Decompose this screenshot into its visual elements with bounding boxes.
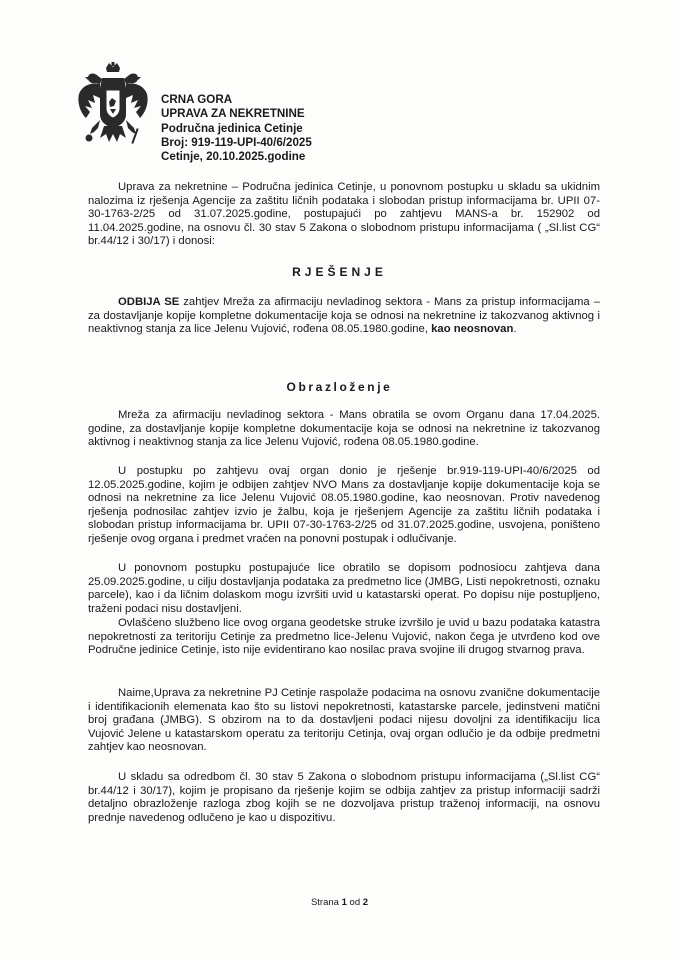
page-current: 1 [341,897,347,908]
decision-heading: RJEŠENJE [292,265,387,279]
authority-header [161,93,312,164]
page-footer [0,897,679,908]
decision-lead: ODBIJA SE [118,296,180,308]
reasoning-paragraph: U postupku po zahtjevu ovaj organ donio je rješenje br.919-119-UPI-40/6/2025 od 12.05.2025.godine, kojim je odbijen zahtjev NVO Mans za dostavljanje kopije dokumentacije koja se odnosi na nekretnine za lice Jelenu Vujović 08.05.1980.godine, kao neosnovan. Protiv navedenog rješenja podnosilac zahtjev izvio je žalbu, koja je rješenjem Agencije za zaštitu ličnih podataka i slobodan pristup informacijama br. UPII 07-30-1763-2/25 od 31.07.2025.godine, usvojena, poništeno rješenje ovog organa i predmet vraćen na ponovni postupak i odlučivanje. [88,465,600,545]
decision-period: . [513,323,517,335]
document-number: Broj: 919-119-UPI-40/6/2025 [161,135,312,149]
decision-ending: kao neosnovan [431,323,514,335]
page-middle: od [346,897,363,908]
country-name: CRNA GORA [161,93,233,106]
page-prefix: Strana [310,897,342,908]
reasoning-heading: Obrazloženje [286,380,393,394]
reasoning-paragraph: Mreža za afirmaciju nevladinog sektora - Mans obratila se ovom Organu dana 17.04.2025. godine, za dostavljanje kopije kompletne dokumentacije koja se odnosi na nekretnine iz takozvanog aktivnog i neaktivnog stanja za lice Jelenu Vujović, rođena 08.05.1980.godine. [88,409,600,448]
reasoning-paragraph: Naime,Uprava za nekretnine PJ Cetinje raspolaže podacima na osnovu zvanične dokumentacije i identifikacionih elemenata kao što su listovi nepokretnosti, katastarske parcele, jedinstveni matični broj građana (JMBG). S obzirom na to da dostavljeni podaci nijesu dovoljni za identifikaciju lica Vujović Jelene u katastarskom operatu za teritoriju Cetinja, ovaj organ odlučio je da odbije predmetni zahtjev kao neosnovan. [88,687,600,753]
page-total: 2 [362,897,369,908]
reasoning-paragraph: U skladu sa odredbom čl. 30 stav 5 Zakona o slobodnom pristupu informacijama („Sl.list CG“ br.44/12 i 30/17), kojim je propisano da rješenje kojim se odbija zahtjev za pristup informaciji sadrži detaljno obrazloženje razloga zbog kojih se ne dozvoljava pristup traženoj informaciji, na osnovu prednje navedenog odlučeno je kao u dispozitivu. [88,771,600,824]
reasoning-paragraph: U ponovnom postupku postupajuće lice obratilo se dopisom podnosiocu zahtjeva dana 25.09.2025.godine, u cilju dostavljanja podataka za predmetno lice (JMBG, Listi nepokretnosti, oznaku parcele), kao i da ličnim dolaskom mogu izvršiti uvid u katastarski operat. Po dopisu nije postupljeno, traženi podaci nisu dostavljeni. [88,562,600,615]
decision-paragraph [88,296,600,337]
unit-name: Područna jedinica Cetinje [161,121,303,135]
reasoning-paragraph: Ovlašćeno službeno lice ovog organa geodetske struke izvršilo je uvid u bazu podataka katastra nepokretnosti za teritoriju Cetinje za predmetno lice-Jelenu Vujović, nakon čega je utvrđeno kod ove Područne jedinice Cetinje, isto nije evidentirano kao nosilac prava svojine ili drugog stvarnog prava. [88,617,600,656]
decision-text: zahtjev Mreža za afirmaciju nevladinog sektora - Mans za pristup informacijama – za dostavljanje kopije kompletne dokumentacije koja se odnosi na nekretnine iz takozvanog aktivnog i neaktivnog stanja za lice Jelenu Vujović, rođena 08.05.1980.godine, [88,296,600,335]
authority-name: UPRAVA ZA NEKRETNINE [161,107,305,121]
coat-of-arms-icon [76,62,150,148]
place-date: Cetinje, 20.10.2025.godine [161,150,306,164]
intro-paragraph: Uprava za nekretnine – Područna jedinica Cetinje, u ponovnom postupku u skladu sa ukidnim nalozima iz rješenja Agencije za zaštitu ličnih podataka i slobodan pristup informacijama br. UPII 07-30-1763-2/25 od 31.07.2025.godine, postupajući po zahtjevu MANS-a br. 152902 od 11.04.2025.godine, na osnovu čl. 30 stav 5 Zakona o slobodnom pristupu informacijama ( „Sl.list CG“ br.44/12 i 30/17) i donosi: [88,181,600,247]
